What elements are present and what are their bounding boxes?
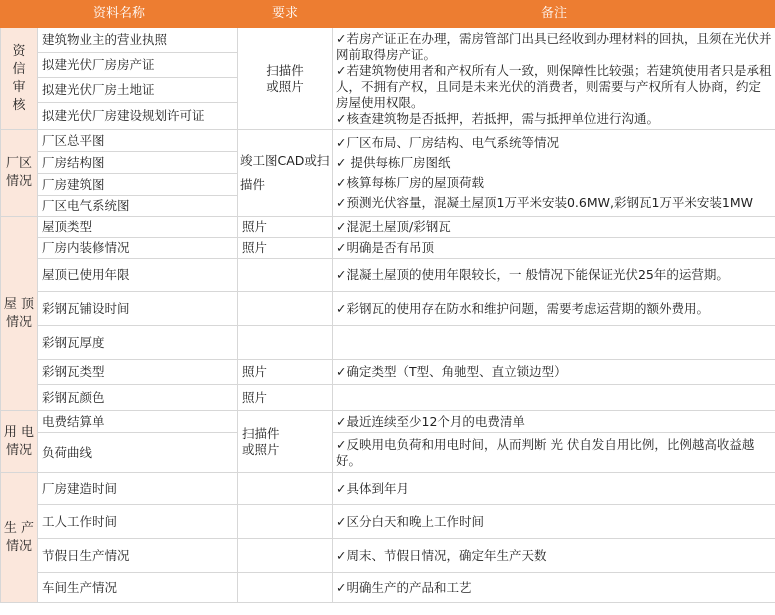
- requirement-cell: [238, 411, 333, 473]
- note-cell: ✓具体到年月: [333, 473, 775, 505]
- item-name: 厂房建造时间: [38, 473, 238, 505]
- item-name: 拟建光伏厂房土地证: [38, 78, 238, 103]
- category-plant-area: [1, 130, 38, 217]
- item-name: 建筑物业主的营业执照: [38, 28, 238, 53]
- item-name: 厂区电气系统图: [38, 196, 238, 217]
- category-char: 情况: [5, 538, 32, 554]
- requirement-cell: [238, 573, 333, 603]
- note-cell: ✓明确是否有吊顶: [333, 238, 775, 259]
- note-cell: ✓确定类型（T型、角驰型、直立锁边型）: [333, 360, 775, 385]
- requirement-cell: [238, 539, 333, 573]
- header-row: [1, 1, 775, 28]
- table-row: [1, 28, 775, 53]
- category-char: 情况: [5, 442, 32, 458]
- note-cell: ✓明确生产的产品和工艺: [333, 573, 775, 603]
- item-name: 彩钢瓦类型: [38, 360, 238, 385]
- category-char: 用 电: [3, 424, 35, 440]
- item-name: 厂区总平图: [38, 130, 238, 152]
- category-char: 资: [12, 43, 26, 59]
- header-material-name: 资料名称: [1, 1, 238, 28]
- item-name: 厂房结构图: [38, 152, 238, 174]
- category-char: 信: [12, 61, 26, 77]
- table-row: [1, 473, 775, 505]
- requirement-text: 扫描件: [266, 62, 304, 78]
- note-cell: ✓区分白天和晚上工作时间: [333, 505, 775, 539]
- note-cell: ✓周末、节假日情况，确定年生产天数: [333, 539, 775, 573]
- item-name: 彩钢瓦颜色: [38, 385, 238, 411]
- requirement-text: 竣工图CAD或扫: [240, 153, 330, 168]
- requirement-text: 或照片: [242, 441, 280, 457]
- requirement-cell: [238, 292, 333, 326]
- note-cell: ✓最近连续至少12个月的电费清单: [333, 411, 775, 433]
- table-row: [1, 573, 775, 603]
- table-row: [1, 539, 775, 573]
- note-cell: [333, 130, 775, 217]
- item-name: 拟建光伏厂房房产证: [38, 53, 238, 78]
- item-name: 屋顶类型: [38, 217, 238, 238]
- header-remarks: 备注: [333, 1, 775, 28]
- category-char: 情况: [5, 174, 32, 189]
- table-row: [1, 238, 775, 259]
- note-cell: ✓反映用电负荷和用电时间，从而判断 光 伏自发自用比例，比例越高收益越好。: [333, 433, 775, 473]
- item-name: 彩钢瓦厚度: [38, 326, 238, 360]
- note-text: ✓核算每栋厂房的屋顶荷载: [336, 175, 484, 190]
- category-char: 生 产: [3, 520, 35, 536]
- requirement-cell: 照片: [238, 217, 333, 238]
- requirement-cell: [238, 259, 333, 292]
- requirement-cell: [238, 130, 333, 217]
- requirement-cell: 照片: [238, 238, 333, 259]
- item-name: 电费结算单: [38, 411, 238, 433]
- item-name: 负荷曲线: [38, 433, 238, 473]
- category-char: 审: [12, 79, 26, 95]
- requirement-cell: 照片: [238, 360, 333, 385]
- header-requirement: 要求: [238, 1, 333, 28]
- item-name: 节假日生产情况: [38, 539, 238, 573]
- note-cell: ✓混泥土屋顶/彩钢瓦: [333, 217, 775, 238]
- note-cell: [333, 28, 775, 130]
- note-text: ✓ 提供每栋厂房图纸: [336, 155, 451, 170]
- category-char: 屋 顶: [3, 296, 35, 312]
- category-production: [1, 473, 38, 603]
- table-row: [1, 360, 775, 385]
- category-roof: [1, 217, 38, 411]
- table-row: [1, 217, 775, 238]
- note-text: ✓预测光伏容量，混凝土屋顶1万平米安装0.6MW,彩钢瓦1万平米安装1MW: [336, 195, 753, 210]
- table-row: [1, 433, 775, 473]
- table-row: [1, 292, 775, 326]
- note-cell: [333, 385, 775, 411]
- requirement-text: 描件: [240, 177, 266, 192]
- requirement-cell: [238, 326, 333, 360]
- table-row: [1, 130, 775, 152]
- requirement-cell: [238, 28, 333, 130]
- category-electricity: [1, 411, 38, 473]
- item-name: 彩钢瓦铺设时间: [38, 292, 238, 326]
- note-cell: [333, 326, 775, 360]
- table-row: [1, 505, 775, 539]
- item-name: 厂房建筑图: [38, 174, 238, 196]
- requirement-text: 扫描件: [242, 425, 280, 441]
- category-char: 核: [12, 97, 26, 113]
- table-row: [1, 259, 775, 292]
- item-name: 屋顶已使用年限: [38, 259, 238, 292]
- item-name: 车间生产情况: [38, 573, 238, 603]
- note-cell: ✓混凝土屋顶的使用年限较长，一 般情况下能保证光伏25年的运营期。: [333, 259, 775, 292]
- note-cell: ✓彩钢瓦的使用存在防水和维护问题，需要考虑运营期的额外费用。: [333, 292, 775, 326]
- note-text: ✓若房产证正在办理，需房管部门出具已经收到办理材料的回执，且须在光伏并网前取得房产证。: [336, 30, 772, 62]
- item-name: 拟建光伏厂房建设规划许可证: [38, 103, 238, 130]
- table-row: [1, 411, 775, 433]
- requirement-text: 或照片: [266, 78, 304, 94]
- category-char: 厂区: [5, 156, 32, 171]
- requirement-cell: [238, 505, 333, 539]
- table-row: [1, 326, 775, 360]
- requirement-cell: 照片: [238, 385, 333, 411]
- category-char: 情况: [5, 314, 32, 330]
- requirement-cell: [238, 473, 333, 505]
- item-name: 工人工作时间: [38, 505, 238, 539]
- item-name: 厂房内装修情况: [38, 238, 238, 259]
- note-text: ✓核查建筑物是否抵押，若抵押，需与抵押单位进行沟通。: [336, 110, 659, 126]
- note-text: ✓厂区布局、厂房结构、电气系统等情况: [336, 135, 559, 150]
- category-credit-review: [1, 28, 38, 130]
- note-text: ✓若建筑物使用者和产权所有人一致，则保障性比较强；若建筑使用者只是承租人，不拥有产权，且同是未来光伏的消费者，则需要与产权所有人协商，约定房屋使用权限。: [336, 62, 772, 110]
- table-row: [1, 385, 775, 411]
